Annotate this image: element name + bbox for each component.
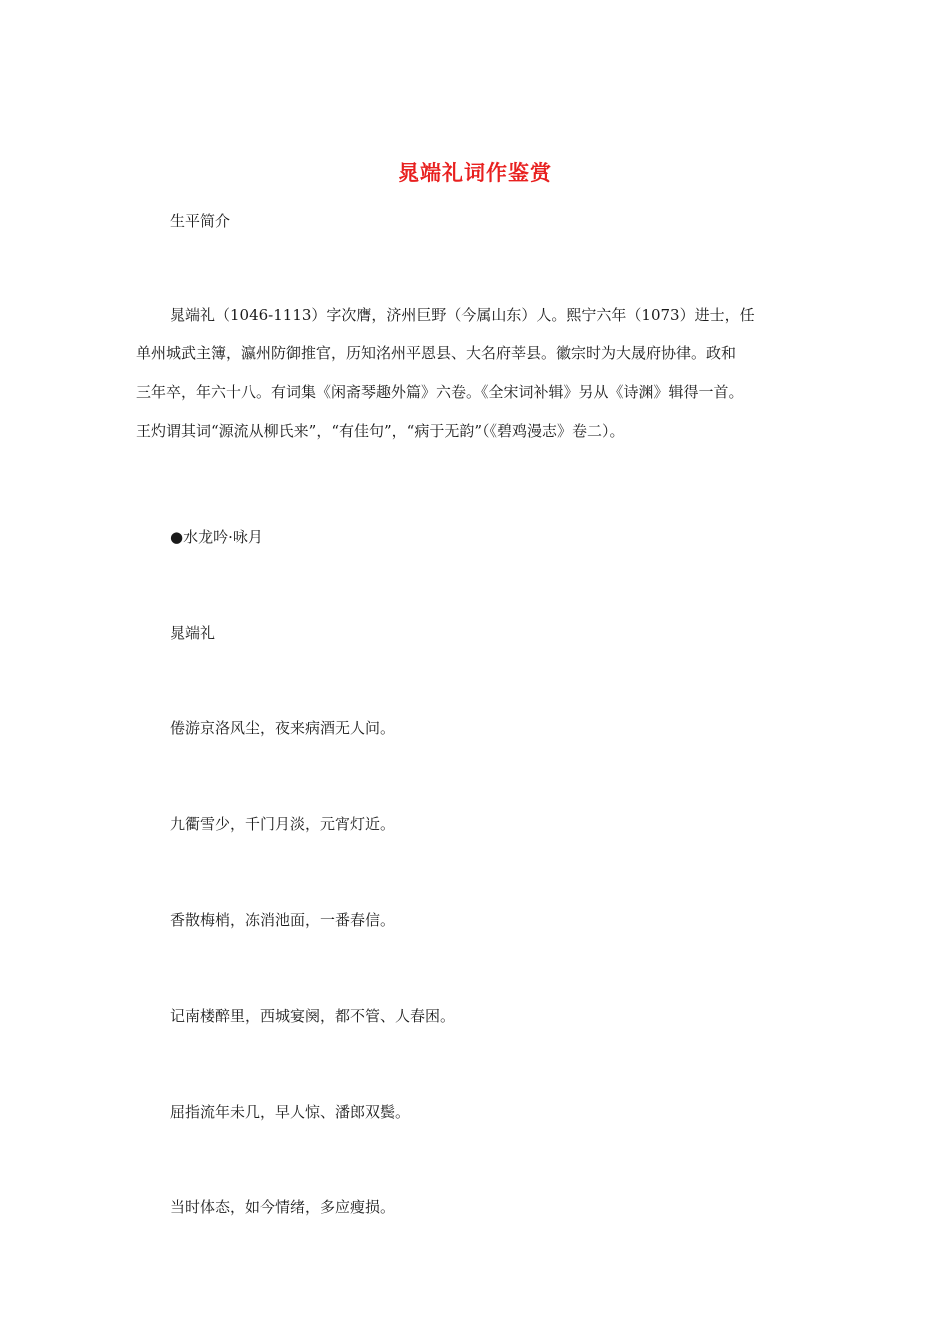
poem-line: 当时体态，如今情绪，多应瘦损。: [170, 1198, 396, 1216]
poem-line: 九衢雪少，千门月淡，元宵灯近。: [170, 815, 396, 833]
poem-line: 倦游京洛风尘，夜来病酒无人问。: [170, 719, 396, 737]
poem-line: 记南楼醉里，西城宴阕，都不管、人春困。: [170, 1007, 456, 1025]
page-title: 晁端礼词作鉴赏: [398, 160, 552, 185]
bio-line: 单州城武主簿，瀛州防御推官，历知洺州平恩县、大名府莘县。徽宗时为大晟府协律。政和: [136, 344, 737, 362]
bio-line: 三年卒，年六十八。有词集《闲斋琴趣外篇》六卷。《全宋词补辑》另从《诗渊》辑得一首。: [136, 383, 744, 401]
bio-line: 王灼谓其词“源流从柳氏来”，“有佳句”，“病于无韵”（《碧鸡漫志》卷二）。: [136, 422, 625, 440]
poem-line: 屈指流年未几，早人惊、潘郎双鬓。: [170, 1103, 411, 1121]
poem-line: 香散梅梢，冻消池面，一番春信。: [170, 911, 396, 929]
bio-line: 晁端礼（1046-1113）字次膺，济州巨野（今属山东）人。熙宁六年（1073）进士，任: [170, 306, 755, 324]
section-heading: 生平简介: [170, 212, 231, 230]
poem-title: ●水龙吟·咏月: [170, 528, 263, 546]
poem-author: 晁端礼: [170, 624, 216, 642]
